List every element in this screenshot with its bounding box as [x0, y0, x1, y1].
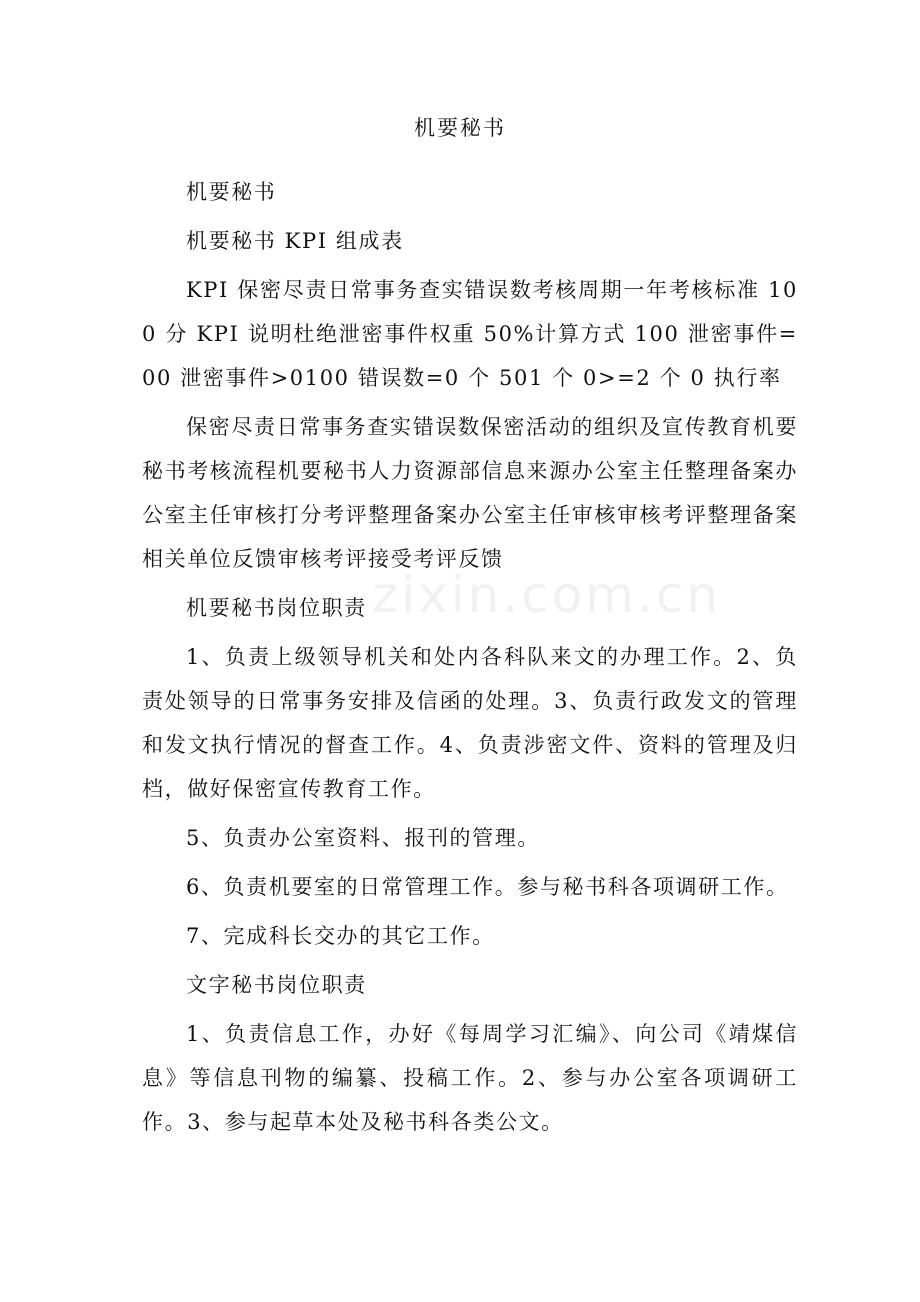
paragraph-duty-5: 5、负责办公室资料、报刊的管理。	[186, 826, 540, 850]
paragraph-text-secretary-duties-heading: 文字秘书岗位职责	[186, 973, 367, 997]
paragraph-duties-1-4: 1、负责上级领导机关和处内各科队来文的办理工作。2、负责处领导的日常事务安排及信函的处理。3、负责行政发文的管理和发文执行情况的督查工作。4、负责涉密文件、资料的管理及归档，做好保密宣传教育工作。	[142, 645, 798, 801]
watermark: zixin.com.cn	[372, 566, 722, 624]
document-body	[142, 170, 798, 1149]
paragraph-text-secretary-duties: 1、负责信息工作，办好《每周学习汇编》、向公司《靖煤信息》等信息刊物的编纂、投稿工作。2、参与办公室各项调研工作。3、参与起草本处及秘书科各类公文。	[142, 1022, 798, 1134]
paragraph-duty-6: 6、负责机要室的日常管理工作。参与秘书科各项调研工作。	[186, 875, 789, 899]
paragraph-kpi-content: KPI 保密尽责日常事务查实错误数考核周期一年考核标准 100 分 KPI 说明杜绝泄密事件权重 50%计算方式 100 泄密事件=00 泄密事件>0100 错误数=0 个 501 个 0>=2 个 0 执行率	[142, 278, 798, 390]
paragraph-confidential-secretary-duties-heading: 机要秘书岗位职责	[186, 596, 367, 620]
paragraph-duty-7: 7、完成科长交办的其它工作。	[186, 924, 495, 948]
paragraph-kpi-table-title: 机要秘书 KPI 组成表	[186, 229, 404, 253]
document-title: 机要秘书	[414, 116, 506, 140]
paragraph-heading-1: 机要秘书	[186, 180, 277, 204]
paragraph-kpi-process: 保密尽责日常事务查实错误数保密活动的组织及宣传教育机要秘书考核流程机要秘书人力资源部信息来源办公室主任整理备案办公室主任审核打分考评整理备案办公室主任审核审核考评整理备案相关单位反馈审核考评接受考评反馈	[142, 415, 798, 571]
